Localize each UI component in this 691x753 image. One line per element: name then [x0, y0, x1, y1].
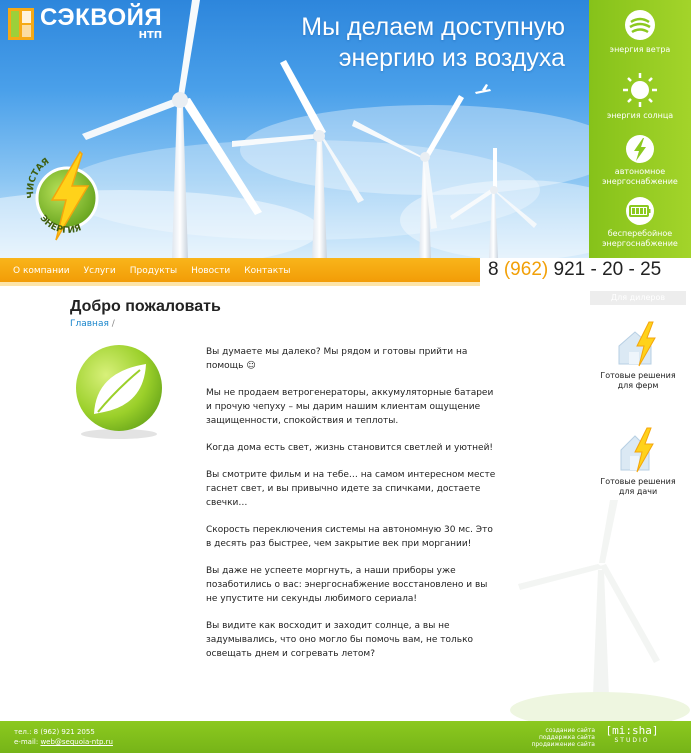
nav-underline	[0, 282, 480, 286]
breadcrumb	[70, 319, 115, 329]
sidebar-item-sun[interactable]	[589, 72, 691, 121]
breadcrumb-home-link[interactable]: Главная	[70, 319, 109, 329]
sidebar-item-label: автономное энергоснабжение	[602, 167, 678, 186]
footer-service-link[interactable]: продвижение сайта	[531, 741, 595, 748]
solution-line-2: для дачи	[618, 487, 658, 496]
sidebar-item-label: энергия ветра	[609, 45, 671, 54]
hero-headline-line-2: энергию из воздуха	[338, 44, 565, 72]
footer-service-link[interactable]: поддержка сайта	[538, 734, 595, 741]
phone-code: (962)	[503, 259, 549, 280]
solution-line-1: Готовые решения	[600, 371, 676, 380]
nav-item-about[interactable]: О компании	[13, 266, 70, 276]
content-paragraph: Когда дома есть свет, жизнь становится светлей и уютней!	[206, 443, 494, 453]
sidebar-item-wind[interactable]	[589, 8, 691, 55]
sun-icon	[622, 72, 658, 108]
content-paragraph: Вы видите как восходит и заходит солнце, а вы не задумывались, что оно могло бы помочь вам, не только освещать днем и согревать летом?	[206, 621, 474, 659]
lightning-icon	[625, 134, 655, 164]
footer-services	[510, 727, 595, 748]
content-paragraph: Вы даже не успеете моргнуть, а наши приборы уже позаботились о вас: энергоснабжение восстановлено и вы не упустите ни секунды любимого сериала!	[206, 566, 488, 604]
solution-dacha[interactable]	[590, 426, 686, 497]
nav-item-services[interactable]: Услуги	[83, 266, 116, 276]
logo[interactable]	[8, 6, 162, 42]
dacha-house-lightning-icon	[613, 426, 663, 474]
solution-line-2: для ферм	[617, 381, 659, 390]
solution-farm[interactable]	[590, 320, 686, 391]
nav-item-contacts[interactable]: Контакты	[244, 266, 291, 276]
sidebar-item-autonomous[interactable]	[589, 134, 691, 187]
main-nav	[0, 258, 480, 282]
wind-icon	[623, 8, 657, 42]
hero-headline	[301, 12, 565, 74]
phone-number[interactable]	[480, 258, 689, 282]
content-paragraph: Вы смотрите фильм и на тебе… на самом интересном месте гаснет свет, и вы привычно идете за спичками, достаете свечки…	[206, 470, 496, 508]
sidebar-item-label: бесперебойное энергоснабжение	[602, 229, 678, 248]
footer	[0, 721, 691, 753]
nav-item-news[interactable]: Новости	[191, 266, 231, 276]
phone-main: 921 - 20 - 25	[553, 259, 662, 280]
footer-service-link[interactable]: создание сайта	[545, 727, 595, 734]
content-paragraph: Мы не продаем ветрогенераторы, аккумуляторные батареи и прочую чепуху – мы дарим нашим клиентам ощущение защищенности, спокойствия и теплоты.	[206, 388, 494, 426]
farm-house-lightning-icon	[613, 320, 663, 368]
studio-logo[interactable]	[602, 724, 662, 745]
content-paragraph: Вы думаете мы далеко? Мы рядом и готовы прийти на помощь ☺	[206, 347, 468, 371]
logo-mark-icon	[8, 6, 34, 40]
airplane-icon	[475, 84, 491, 94]
studio-name: [mi:sha]	[605, 724, 659, 737]
hero-headline-line-1: Мы делаем доступную	[301, 13, 565, 41]
solution-line-1: Готовые решения	[600, 477, 676, 486]
energy-sidebar	[589, 0, 691, 258]
nav-item-products[interactable]: Продукты	[129, 266, 178, 276]
battery-icon	[623, 196, 657, 226]
phone-prefix: 8	[488, 259, 499, 280]
page-title: Добро пожаловать	[70, 298, 221, 315]
badge-top-text: ЧИСТАЯ	[26, 156, 52, 199]
clean-energy-badge	[22, 148, 112, 244]
studio-subtitle: STUDIO	[614, 737, 650, 744]
badge-bottom-text: ЭНЕРГИЯ	[37, 213, 83, 237]
breadcrumb-separator: /	[111, 319, 115, 329]
logo-name: СЭКВОЙЯ	[40, 4, 163, 31]
logo-subtitle: НТП	[138, 30, 163, 41]
footer-phone: тел.: 8 (962) 921 2055	[14, 728, 95, 736]
sidebar-item-label: энергия солнца	[606, 111, 674, 120]
footer-contacts	[14, 727, 113, 747]
content-paragraph: Скорость переключения системы на автономную 30 мс. Это в десять раз быстрее, чем закрытие век при моргании!	[206, 525, 493, 549]
footer-email-label: e-mail:	[14, 738, 39, 746]
background-turbine-watermark	[510, 500, 690, 721]
leaf-icon	[74, 342, 164, 442]
hero-banner	[0, 0, 589, 258]
dealers-button[interactable]: Для дилеров	[590, 291, 686, 305]
footer-email-link[interactable]: web@sequoia-ntp.ru	[40, 738, 113, 746]
main-content	[206, 345, 496, 674]
sidebar-item-uninterruptible[interactable]	[589, 196, 691, 249]
